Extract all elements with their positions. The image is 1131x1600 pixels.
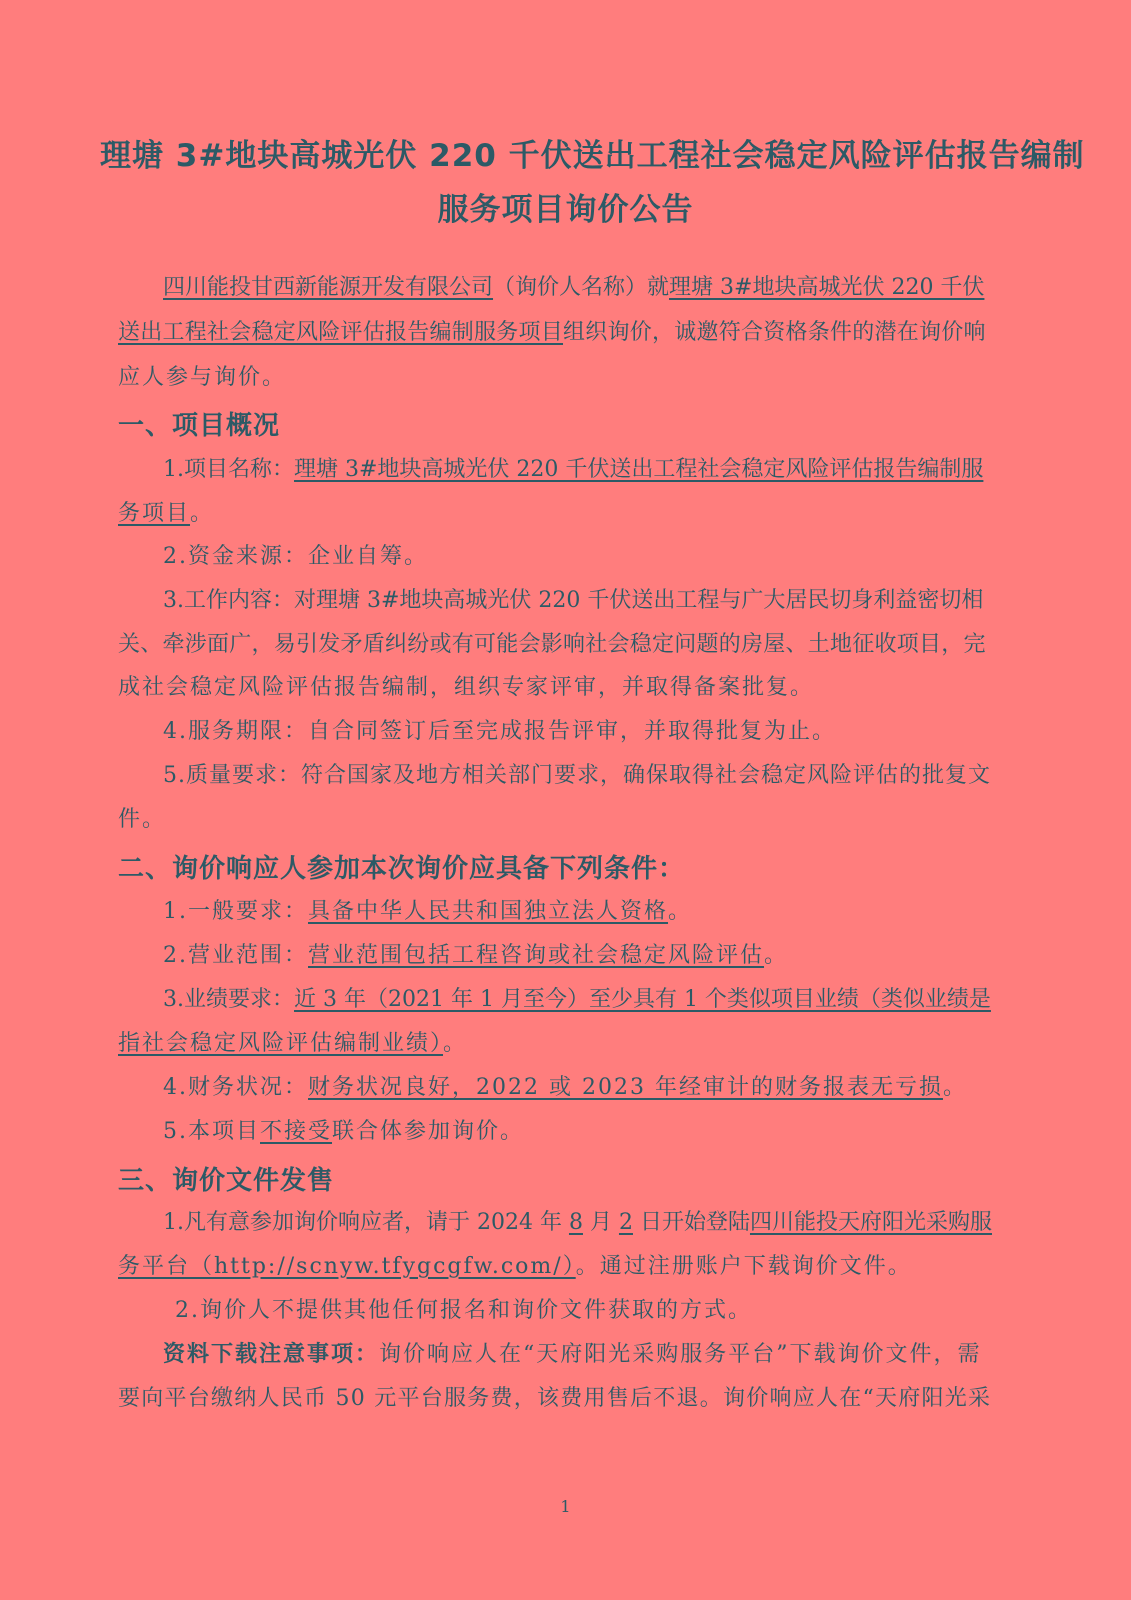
s1-item-5: 5.质量要求：符合国家及地方相关部门要求，确保取得社会稳定风险评估的批复文 [163, 763, 991, 788]
s1-item-5-cont: 件。 [118, 807, 167, 832]
intro-line-2: 送出工程社会稳定风险评估报告编制服务项目组织询价，诚邀符合资格条件的潜在询价响 [118, 320, 986, 345]
s1-item-3: 3.工作内容：对理塘 3#地块高城光伏 220 千伏送出工程与广大居民切身利益密切相 [163, 588, 984, 613]
s2-item-5: 5.本项目不接受联合体参加询价。 [163, 1119, 525, 1144]
s1-item-1: 1.项目名称：理塘 3#地块高城光伏 220 千伏送出工程社会稳定风险评估报告编制服 [163, 457, 984, 482]
s1-item-3-cont-2: 成社会稳定风险评估报告编制，组织专家评审，并取得备案批复。 [118, 675, 815, 700]
s2-item-4: 4.财务状况：财务状况良好，2022 或 2023 年经审计的财务报表无亏损。 [163, 1075, 967, 1100]
download-note: 资料下载注意事项：询价响应人在“天府阳光采购服务平台”下载询价文件，需 [163, 1342, 982, 1367]
page-number: 1 [560, 1497, 571, 1516]
intro-line-3: 应人参与询价。 [118, 365, 287, 390]
s2-item-2: 2.营业范围：营业范围包括工程咨询或社会稳定风险评估。 [163, 943, 789, 968]
s2-item-3-cont: 指社会稳定风险评估编制业绩）。 [118, 1031, 468, 1056]
project-name-part-1: 理塘 3#地块高城光伏 220 千伏 [669, 275, 985, 300]
intro-line-1: 四川能投甘西新能源开发有限公司（询价人名称）就理塘 3#地块高城光伏 220 千伏 [163, 275, 985, 300]
platform-link[interactable]: 务平台（http://scnyw.tfygcgfw.com/） [118, 1254, 576, 1279]
title-line-2: 服务项目询价公告 [437, 192, 694, 228]
title-line-1: 理塘 3#地块高城光伏 220 千伏送出工程社会稳定风险评估报告编制 [100, 138, 1085, 174]
s3-item-1-cont: 务平台（http://scnyw.tfygcgfw.com/）。通过注册账户下载询价文件。 [118, 1254, 912, 1279]
s1-item-4: 4.服务期限：自合同签订后至完成报告评审，并取得批复为止。 [163, 719, 836, 744]
s3-item-1: 1.凡有意参加询价响应者，请于 2024 年 8 月 2 日开始登陆四川能投天府阳光采购服 [163, 1210, 992, 1235]
section-heading-3: 三、询价文件发售 [118, 1166, 335, 1196]
purchaser-name: 四川能投甘西新能源开发有限公司 [163, 275, 494, 300]
s2-item-1: 1.一般要求：具备中华人民共和国独立法人资格。 [163, 899, 693, 924]
s3-item-2: 2.询价人不提供其他任何报名和询价文件获取的方式。 [175, 1298, 752, 1323]
project-name-part-2: 送出工程社会稳定风险评估报告编制服务项目 [118, 320, 564, 345]
s1-item-3-cont: 关、牵涉面广，易引发矛盾纠纷或有可能会影响社会稳定问题的房屋、土地征收项目，完 [118, 632, 986, 657]
s1-item-1-cont: 务项目。 [118, 501, 215, 526]
s1-item-2: 2.资金来源：企业自筹。 [163, 544, 428, 569]
section-heading-2: 二、询价响应人参加本次询价应具备下列条件： [118, 854, 686, 884]
download-note-cont: 要向平台缴纳人民币 50 元平台服务费，该费用售后不退。询价响应人在“天府阳光采 [118, 1386, 992, 1411]
section-heading-1: 一、项目概况 [118, 411, 281, 441]
s2-item-3: 3.业绩要求：近 3 年（2021 年 1 月至今）至少具有 1 个类似项目业绩（类似业绩是 [163, 987, 991, 1012]
